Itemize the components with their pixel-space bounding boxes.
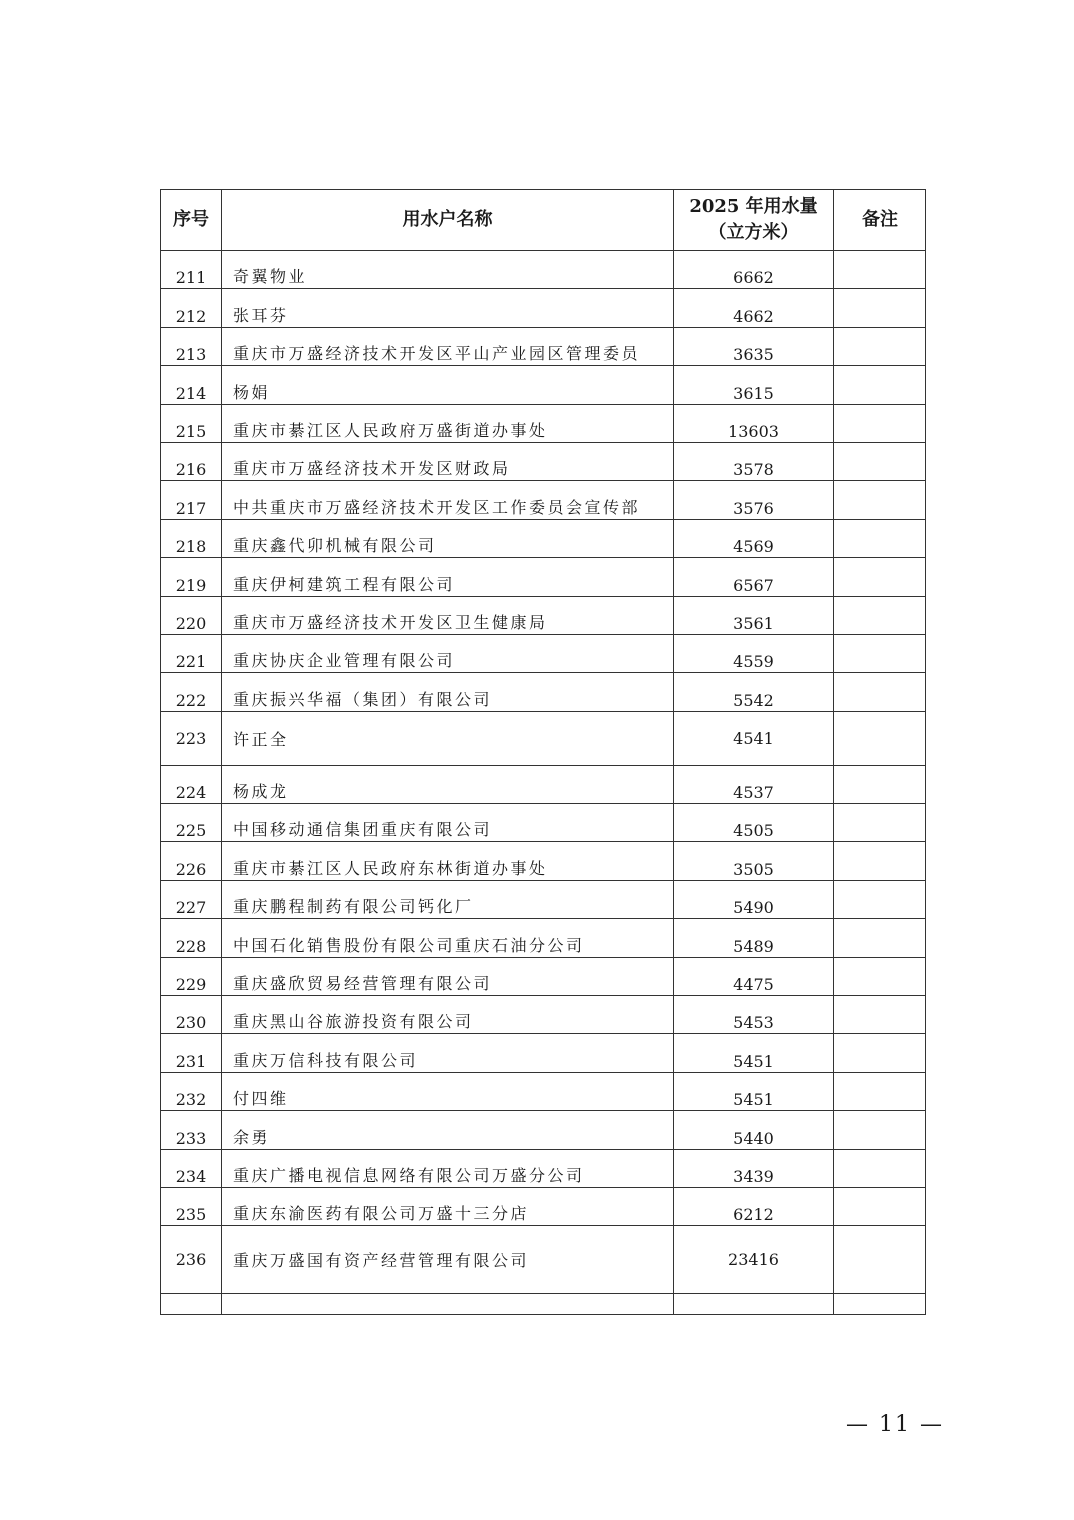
- table-row: [161, 366, 927, 404]
- row-seq: 233: [161, 1111, 222, 1149]
- empty-cell: [674, 1294, 834, 1315]
- row-volume: 3576: [674, 481, 834, 519]
- row-remark: [834, 919, 927, 957]
- header-name: 用水户名称: [222, 190, 674, 251]
- table-row: [161, 327, 927, 365]
- row-seq: 229: [161, 957, 222, 995]
- row-volume: 4559: [674, 634, 834, 672]
- table-row: [161, 880, 927, 918]
- row-name: 中国石化销售股份有限公司重庆石油分公司: [222, 919, 674, 957]
- row-remark: [834, 442, 927, 480]
- row-volume: 5453: [674, 996, 834, 1034]
- row-seq: 223: [161, 711, 222, 765]
- water-usage-table: [160, 189, 926, 1315]
- table-body: [161, 251, 927, 1316]
- row-name: 许正全: [222, 711, 674, 765]
- row-volume: 3578: [674, 442, 834, 480]
- table-row: [161, 558, 927, 596]
- row-volume: 3505: [674, 842, 834, 880]
- row-seq: 221: [161, 634, 222, 672]
- table-row: [161, 442, 927, 480]
- row-seq: 232: [161, 1072, 222, 1110]
- table-row: [161, 804, 927, 842]
- row-name: 重庆市万盛经济技术开发区卫生健康局: [222, 596, 674, 634]
- row-seq: 225: [161, 804, 222, 842]
- row-volume: 6212: [674, 1187, 834, 1225]
- table-row: [161, 1226, 927, 1294]
- row-remark: [834, 519, 927, 557]
- row-remark: [834, 1187, 927, 1225]
- table-row: [161, 711, 927, 765]
- row-remark: [834, 804, 927, 842]
- row-remark: [834, 711, 927, 765]
- row-remark: [834, 1226, 927, 1294]
- row-remark: [834, 880, 927, 918]
- table-row: [161, 404, 927, 442]
- row-seq: 217: [161, 481, 222, 519]
- row-name: 中共重庆市万盛经济技术开发区工作委员会宣传部: [222, 481, 674, 519]
- table-row: [161, 1072, 927, 1110]
- row-name: 付四维: [222, 1072, 674, 1110]
- table-row: [161, 519, 927, 557]
- row-seq: 230: [161, 996, 222, 1034]
- row-remark: [834, 366, 927, 404]
- empty-cell: [161, 1294, 222, 1315]
- row-seq: 222: [161, 673, 222, 711]
- table-row: [161, 842, 927, 880]
- row-name: 重庆市綦江区人民政府万盛街道办事处: [222, 404, 674, 442]
- row-name: 重庆市綦江区人民政府东林街道办事处: [222, 842, 674, 880]
- row-volume: 5440: [674, 1111, 834, 1149]
- table-row-cutoff: [161, 1294, 927, 1315]
- row-volume: 4505: [674, 804, 834, 842]
- row-name: 重庆鹏程制药有限公司钙化厂: [222, 880, 674, 918]
- row-seq: 228: [161, 919, 222, 957]
- row-name: 杨娟: [222, 366, 674, 404]
- table-row: [161, 634, 927, 672]
- row-volume: 4541: [674, 711, 834, 765]
- row-volume: 4475: [674, 957, 834, 995]
- row-name: 重庆伊柯建筑工程有限公司: [222, 558, 674, 596]
- row-remark: [834, 289, 927, 327]
- row-seq: 227: [161, 880, 222, 918]
- row-seq: 231: [161, 1034, 222, 1072]
- table-row: [161, 1149, 927, 1187]
- table-row: [161, 1111, 927, 1149]
- row-volume: 3635: [674, 327, 834, 365]
- row-seq: 211: [161, 251, 222, 289]
- row-seq: 220: [161, 596, 222, 634]
- table-row: [161, 673, 927, 711]
- table-row: [161, 251, 927, 289]
- row-remark: [834, 1111, 927, 1149]
- row-seq: 235: [161, 1187, 222, 1225]
- row-name: 重庆振兴华福（集团）有限公司: [222, 673, 674, 711]
- row-seq: 218: [161, 519, 222, 557]
- header-seq: 序号: [161, 190, 222, 251]
- page-number: — 11 —: [846, 1412, 944, 1437]
- table-row: [161, 1034, 927, 1072]
- row-seq: 212: [161, 289, 222, 327]
- row-name: 重庆广播电视信息网络有限公司万盛分公司: [222, 1149, 674, 1187]
- row-volume: 3561: [674, 596, 834, 634]
- row-name: 余勇: [222, 1111, 674, 1149]
- row-volume: 4537: [674, 765, 834, 803]
- row-remark: [834, 404, 927, 442]
- row-name: 杨成龙: [222, 765, 674, 803]
- row-seq: 236: [161, 1226, 222, 1294]
- empty-cell: [834, 1294, 927, 1315]
- table-row: [161, 289, 927, 327]
- row-seq: 219: [161, 558, 222, 596]
- row-remark: [834, 1034, 927, 1072]
- table-row: [161, 1187, 927, 1225]
- header-volume-line1: 2025 年用水量: [689, 196, 818, 217]
- table-row: [161, 596, 927, 634]
- table-row: [161, 957, 927, 995]
- table-row: [161, 919, 927, 957]
- row-volume: 5489: [674, 919, 834, 957]
- row-remark: [834, 957, 927, 995]
- row-volume: 13603: [674, 404, 834, 442]
- row-remark: [834, 765, 927, 803]
- row-volume: 6662: [674, 251, 834, 289]
- empty-cell: [222, 1294, 674, 1315]
- row-seq: 213: [161, 327, 222, 365]
- row-volume: 3615: [674, 366, 834, 404]
- row-volume: 5490: [674, 880, 834, 918]
- row-seq: 215: [161, 404, 222, 442]
- row-seq: 224: [161, 765, 222, 803]
- row-remark: [834, 481, 927, 519]
- header-volume-line2: （立方米）: [708, 222, 799, 243]
- row-remark: [834, 251, 927, 289]
- row-name: 中国移动通信集团重庆有限公司: [222, 804, 674, 842]
- table-row: [161, 481, 927, 519]
- row-volume: 4569: [674, 519, 834, 557]
- row-volume: 6567: [674, 558, 834, 596]
- row-remark: [834, 842, 927, 880]
- header-volume: [674, 190, 834, 251]
- row-remark: [834, 558, 927, 596]
- row-seq: 216: [161, 442, 222, 480]
- row-volume: 5451: [674, 1072, 834, 1110]
- row-name: 张耳芬: [222, 289, 674, 327]
- row-remark: [834, 327, 927, 365]
- row-name: 重庆东渝医药有限公司万盛十三分店: [222, 1187, 674, 1225]
- row-seq: 226: [161, 842, 222, 880]
- row-name: 重庆鑫代卯机械有限公司: [222, 519, 674, 557]
- row-name: 重庆盛欣贸易经营管理有限公司: [222, 957, 674, 995]
- row-remark: [834, 1149, 927, 1187]
- row-volume: 5451: [674, 1034, 834, 1072]
- row-volume: 23416: [674, 1226, 834, 1294]
- row-name: 重庆黑山谷旅游投资有限公司: [222, 996, 674, 1034]
- row-remark: [834, 673, 927, 711]
- row-name: 重庆协庆企业管理有限公司: [222, 634, 674, 672]
- row-name: 重庆市万盛经济技术开发区财政局: [222, 442, 674, 480]
- row-name: 重庆万信科技有限公司: [222, 1034, 674, 1072]
- row-volume: 3439: [674, 1149, 834, 1187]
- table-header-row: [161, 190, 927, 251]
- row-remark: [834, 596, 927, 634]
- row-name: 奇翼物业: [222, 251, 674, 289]
- row-remark: [834, 1072, 927, 1110]
- row-volume: 4662: [674, 289, 834, 327]
- table-row: [161, 996, 927, 1034]
- row-volume: 5542: [674, 673, 834, 711]
- row-remark: [834, 634, 927, 672]
- row-name: 重庆万盛国有资产经营管理有限公司: [222, 1226, 674, 1294]
- table-row: [161, 765, 927, 803]
- row-remark: [834, 996, 927, 1034]
- row-seq: 234: [161, 1149, 222, 1187]
- row-seq: 214: [161, 366, 222, 404]
- header-remark: 备注: [834, 190, 927, 251]
- row-name: 重庆市万盛经济技术开发区平山产业园区管理委员: [222, 327, 674, 365]
